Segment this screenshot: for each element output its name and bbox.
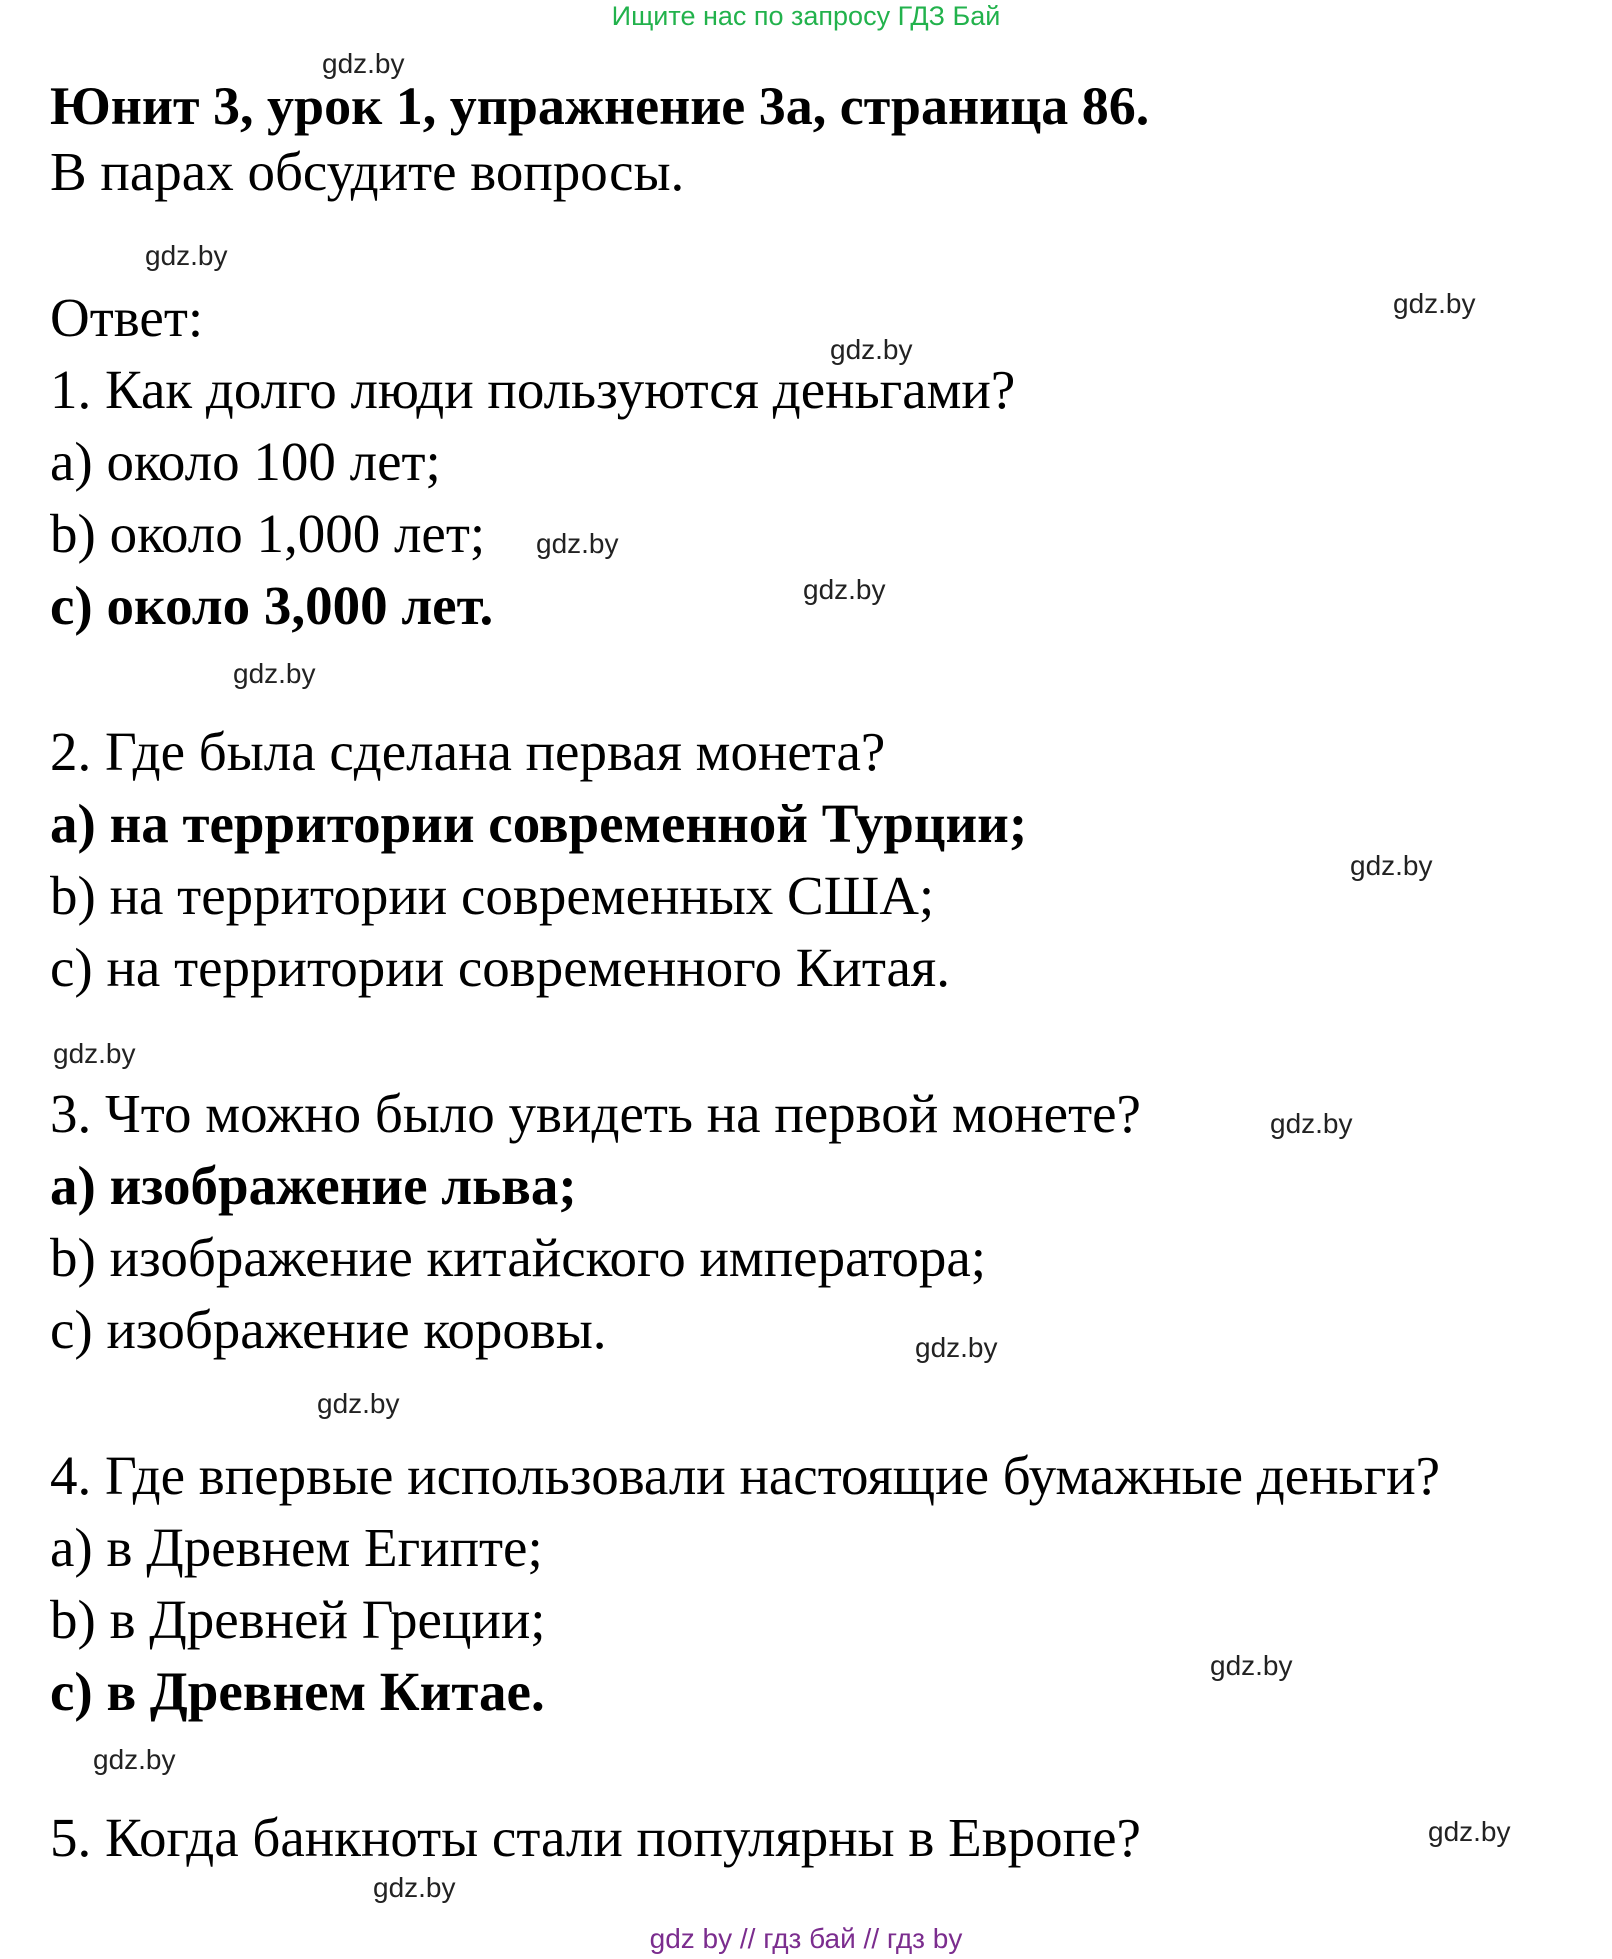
watermark: gdz.by [536,528,619,559]
watermark: gdz.by [1393,288,1476,319]
search-banner[interactable]: Ищите нас по запросу ГДЗ Бай [611,1,1001,31]
watermark: gdz.by [1428,1816,1511,1847]
question-4: 4. Где впервые использовали настоящие бумажные деньги? [50,1445,1441,1506]
watermark: gdz.by [322,48,405,79]
watermark: gdz.by [1350,850,1433,881]
watermark: gdz.by [373,1872,456,1903]
q2-option-b: b) на территории современных США; [50,865,935,926]
watermark: gdz.by [145,240,228,271]
q2-option-c: c) на территории современного Китая. [50,937,950,998]
q2-option-a-correct: a) на территории современной Турции; [50,793,1028,854]
watermark: gdz.by [317,1388,400,1419]
watermark: gdz.by [915,1332,998,1363]
q3-option-c: c) изображение коровы. [50,1299,607,1360]
watermark: gdz.by [53,1038,136,1069]
q1-option-b: b) около 1,000 лет; [50,503,486,564]
watermark: gdz.by [1270,1108,1353,1139]
q4-option-b: b) в Древней Греции; [50,1589,546,1650]
watermark: gdz.by [233,658,316,689]
task-text: В парах обсудите вопросы. [50,141,685,202]
answer-label: Ответ: [50,287,204,348]
q3-option-a-correct: a) изображение льва; [50,1155,577,1216]
footer-links[interactable]: gdz by // гдз бай // гдз by [649,1923,963,1954]
question-5: 5. Когда банкноты стали популярны в Европе? [50,1807,1141,1868]
q3-option-b: b) изображение китайского императора; [50,1227,987,1288]
q1-option-a: a) около 100 лет; [50,431,441,492]
watermark: gdz.by [830,334,913,365]
question-1: 1. Как долго люди пользуются деньгами? [50,359,1016,420]
page-title: Юнит 3, урок 1, упражнение 3a, страница 86. [50,76,1150,136]
question-3: 3. Что можно было увидеть на первой монете? [50,1083,1141,1144]
watermark: gdz.by [803,574,886,605]
q4-option-a: a) в Древнем Египте; [50,1517,543,1578]
watermark: gdz.by [93,1744,176,1775]
q1-option-c-correct: c) около 3,000 лет. [50,575,494,636]
q4-option-c-correct: c) в Древнем Китае. [50,1661,545,1722]
question-2: 2. Где была сделана первая монета? [50,721,886,782]
watermark: gdz.by [1210,1650,1293,1681]
